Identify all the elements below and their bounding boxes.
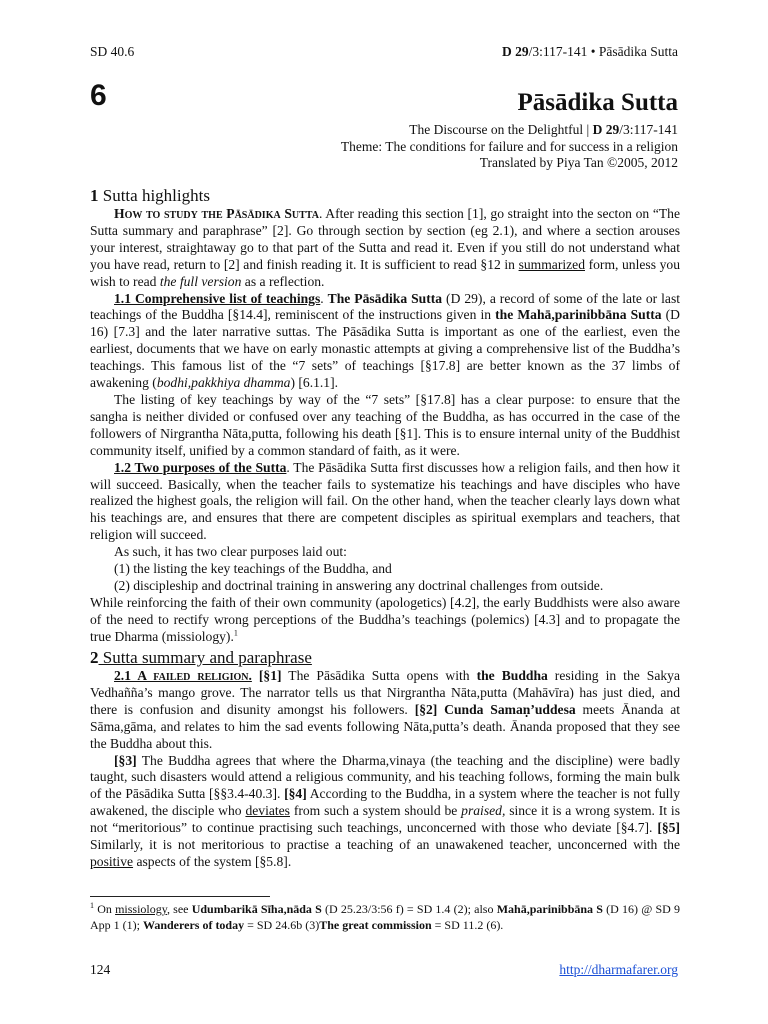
page-number: 124 — [90, 962, 111, 977]
text-run: According to the Buddha, in a system where the teacher is not fully awakened, the disciple who — [90, 786, 681, 819]
text-run: residing in the Sakya Vedhañña’s mango grove. The narrator tells us that Nirgrantha Nāta,putta (Mahāvīra) has just died, and there is confusion and disunity amongst his followers. — [90, 668, 681, 717]
footnote — [90, 902, 680, 933]
footnote-marker[interactable]: 1 — [233, 628, 238, 638]
bold-text: The great commission — [319, 917, 432, 932]
paragraph — [90, 206, 680, 291]
italic-text: bodhi,pakkhiya dhamma — [156, 375, 291, 391]
section-1-heading — [90, 186, 210, 206]
subtitle-ref-bold: D 29 — [592, 122, 620, 137]
subtitle-post: /3:117-141 — [619, 122, 678, 137]
paragraph — [90, 291, 680, 392]
text-run: (D 25.23/3:56 f) = SD 1.4 (2); also — [321, 902, 497, 916]
text-run: (D 16) @ SD 9 App 1 (1); — [90, 902, 680, 932]
bold-text: [§2] Cunda Samaṇ’uddesa — [414, 701, 576, 717]
bold-text: The Pāsādika Sutta — [327, 290, 443, 306]
text-run: ) [6.1.1]. — [290, 375, 339, 391]
text-run: form, unless you wish to read — [90, 256, 680, 289]
underlined-text: missiology — [115, 902, 167, 916]
section-2-heading — [90, 648, 312, 668]
text-run: meets Ānanda at Sāma,gāma, and relates to him the sad events following Nāta,putta’s death. Ānanda proposed that they see the Buddha about this. — [90, 701, 681, 751]
text-run: as a reflection. — [241, 273, 325, 289]
header-ref-rest: /3:117-141 • Pāsādika Sutta — [528, 44, 678, 59]
subtitle-theme: Theme: The conditions for failure and for success in a religion — [340, 138, 678, 154]
paragraph: The listing of key teachings by way of the “7 sets” [§17.8] has a clear purpose: to ensure that the sangha is neither divided or confused over any teaching of the Buddha, as has occurred in the case of the followers of Nirgrantha Nāta,putta, following his death [§1]. This is to ensure internal unity of the Buddhist community itself, unified by a common standard of faith, as it were. — [90, 391, 680, 458]
subsection-heading: 1.2 Two purposes of the Sutta — [114, 459, 287, 475]
list-item: (2) discipleship and doctrinal training in answering any doctrinal challenges from outside. — [114, 577, 604, 593]
text-run: = SD 24.6b (3) — [244, 917, 320, 932]
page-title: Pāsādika Sutta — [517, 89, 678, 116]
paragraph — [90, 460, 680, 545]
subsection-heading: 2.1 A failed religion. — [114, 668, 252, 683]
title-subinfo — [341, 122, 678, 172]
text-run: . The Pāsādika Sutta first discusses how a religion fails, and then how it will succeed. Basically, when the teacher fails to systematize his teachings and have disciples who have realized the highest goals, the religion will fail. On the other hand, when the teacher clearly lays down what his teachings are, and ensures that there are competent disciples as spiritual exemplars and teachers, that religion will succeed. — [90, 459, 680, 543]
text-run: from such a system should be — [289, 803, 462, 819]
text-run: The Pāsādika Sutta opens with — [281, 668, 477, 683]
bold-text: the Mahā,parinibbāna Sutta — [495, 307, 662, 323]
section-2-label: Sutta summary and paraphrase — [98, 648, 312, 667]
underlined-text: summarized — [518, 256, 585, 272]
header-sutta-ref — [502, 44, 678, 61]
paragraph — [90, 753, 680, 871]
text-run: While reinforcing the faith of their own community (apologetics) [4.2], the early Buddhists were also aware of the need to rectify wrong perceptions of the Buddha’s teachings (polemics) [4.3] and to propagate the true Dharma (missiology). — [90, 594, 680, 644]
subtitle-pre: The Discourse on the Delightful | — [409, 122, 593, 137]
text-run: On — [94, 902, 116, 916]
text-run: Similarly, it is not meritorious to practise a teaching of an unawakened teacher, unconcerned with the — [90, 837, 680, 853]
text-run: (D 16) [7.3] and the later narrative suttas. The Pāsādika Sutta is important as one of the earliest, even the earliest, documents that we have on early monastic attempts at giving a comprehensive list of the Buddha’s teachings. This famous list of the “7 sets” of teachings [§17.8] are better known as the 37 limbs of awakening ( — [90, 307, 680, 391]
section-ref: [§5] — [657, 820, 680, 836]
section-2-body — [90, 668, 680, 871]
footnote-separator — [90, 896, 270, 897]
list-item: (1) the listing the key teachings of the Buddha, and — [114, 561, 392, 577]
section-ref: [§3] — [114, 752, 137, 768]
running-header — [90, 44, 678, 64]
bold-text: Udumbarikā Sīha,nāda S — [191, 902, 322, 916]
text-run: = SD 11.2 (6). — [431, 917, 504, 932]
text-run: since it is a wrong system. It is not “meritorious” to continue practising such teachings, unconcerned with those who deviate [§4.7]. — [90, 803, 680, 836]
underlined-text: deviates — [245, 803, 290, 819]
italic-text: the full version — [159, 273, 242, 289]
section-1-body — [90, 206, 680, 646]
header-ref-bold: D 29 — [502, 44, 529, 59]
header-sd-number: SD 40.6 — [90, 44, 135, 59]
text-run: . — [320, 290, 328, 306]
text-run: aspects of the system [§5.8]. — [133, 853, 292, 869]
italic-text: praised, — [461, 803, 506, 819]
chapter-number: 6 — [90, 79, 107, 112]
paragraph — [90, 668, 680, 753]
section-1-number: 1 — [90, 186, 99, 205]
bold-text: the Buddha — [476, 668, 548, 683]
subtitle-line-1 — [341, 122, 678, 139]
subtitle-translator: Translated by Piya Tan ©2005, 2012 — [479, 155, 678, 170]
paragraph — [90, 595, 680, 646]
text-run: The Buddha agrees that where the Dharma,vinaya (the teaching and the discipline) were badly taught, such disasters would attend a religious community, and his teaching follows, forming the main bulk of the Pāsādika Sutta [§§3.4-40.3]. — [90, 752, 680, 802]
section-ref: [§4] — [284, 786, 307, 802]
subsection-heading: 1.1 Comprehensive list of teachings — [114, 290, 321, 306]
underlined-text: positive — [90, 853, 134, 869]
text-run: (D 29), a record of some of the late or last teachings of the Buddha [§14.4], reminiscent of the instructions given in — [90, 290, 681, 323]
paragraph: As such, it has two clear purposes laid out: — [114, 544, 347, 560]
website-link[interactable]: http://dharmafarer.org — [559, 962, 678, 977]
text-run: . After reading this section [1], go straight into the secton on “The Sutta summary and paraphrase” [2]. Go through section by section (eg 2.1), and where a section arouses your interest, straightaway go to that part of the Sutta and read it. Even if you still do not understand what you have read, return to [2] and finish reading it. It is sufficient to read §12 in — [90, 206, 680, 272]
footnote-number: 1 — [90, 901, 94, 910]
section-ref: [§1] — [251, 668, 282, 683]
bold-text: Wanderers of today — [143, 917, 245, 932]
text-run: , see — [166, 902, 192, 916]
section-1-label: Sutta highlights — [98, 186, 210, 205]
section-2-number: 2 — [90, 648, 99, 667]
bold-text: Mahā,parinibbāna S — [496, 902, 603, 916]
paragraph-lead: How to study the Pāsādika Sutta — [114, 206, 319, 221]
